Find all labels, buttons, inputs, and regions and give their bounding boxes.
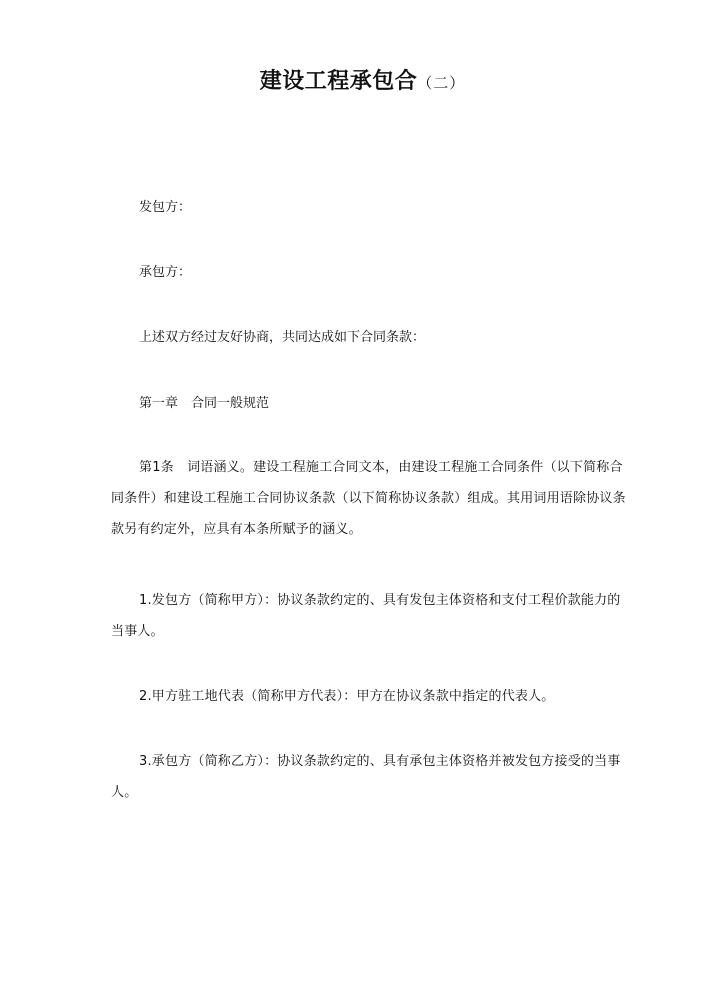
item-1-paragraph: 1.发包方（简称甲方）：协议条款约定的、具有发包主体资格和支付工程价款能力的当事人。 bbox=[111, 593, 621, 639]
item-2-paragraph: 2.甲方驻工地代表（简称甲方代表）：甲方在协议条款中指定的代表人。 bbox=[139, 689, 555, 704]
party-a-label: 发包方： bbox=[139, 200, 192, 215]
intro-paragraph: 上述双方经过友好协商，共同达成如下合同条款： bbox=[139, 330, 426, 345]
title-suffix-text: （二） bbox=[417, 74, 466, 92]
title-main-text: 建设工程承包合 bbox=[259, 69, 418, 94]
article-1-paragraph: 第1条 词语涵义。建设工程施工合同文本，由建设工程施工合同条件（以下简称合同条件）和建设工程施工合同协议条款（以下简称协议条款）组成。其用词用语除协议条款另有约定外，应具有本条所赋予的涵义。 bbox=[111, 460, 626, 537]
chapter-heading: 第一章 合同一般规范 bbox=[139, 396, 270, 411]
item-3-paragraph: 3.承包方（简称乙方）：协议条款约定的、具有承包主体资格并被发包方接受的当事人。 bbox=[111, 754, 621, 800]
party-b-label: 承包方： bbox=[139, 265, 192, 280]
document-title bbox=[0, 64, 725, 95]
